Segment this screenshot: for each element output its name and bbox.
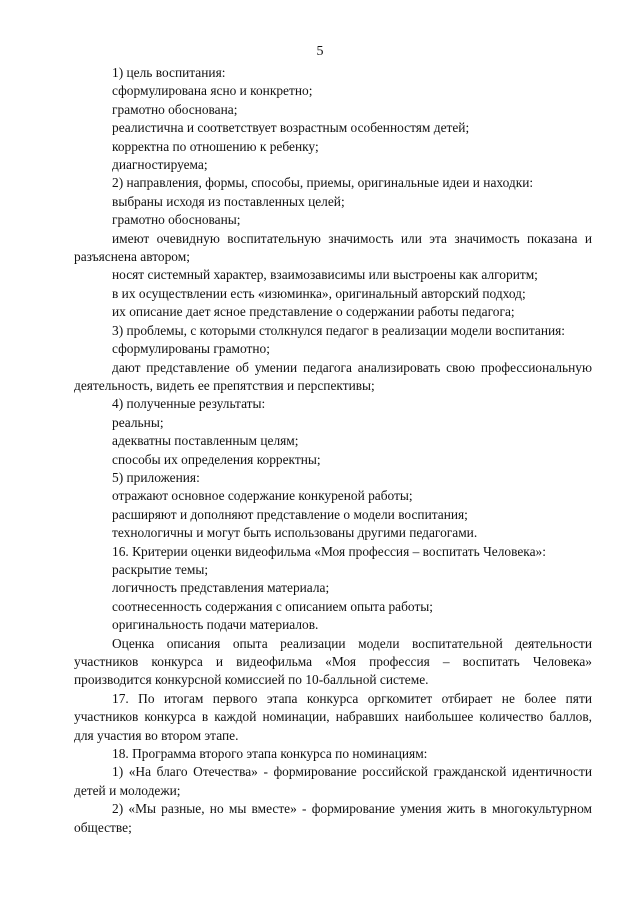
- paragraph: сформулирована ясно и конкретно;: [112, 83, 313, 99]
- paragraph: адекватны поставленным целям;: [112, 433, 299, 449]
- paragraph: грамотно обоснованы;: [112, 212, 241, 228]
- paragraph: их описание дает ясное представление о содержании работы педагога;: [112, 304, 515, 320]
- paragraph: Оценка описания опыта реализации модели воспитательной деятельности участников конкурса и видеофильма «Моя профессия – воспитать Человека» производится конкурсной комиссией по 10-балльной системе.: [74, 635, 592, 688]
- paragraph: реальны;: [112, 414, 164, 430]
- paragraph: 17. По итогам первого этапа конкурса оргкомитет отбирает не более пяти участников конкурса в каждой номинации, набравших наибольшее количество баллов, для участия во втором этапе.: [74, 690, 592, 743]
- paragraph: 2) направления, формы, способы, приемы, оригинальные идеи и находки:: [112, 175, 534, 191]
- paragraph: дают представление об умении педагога анализировать свою профессиональную деятельность, видеть ее препятствия и перспективы;: [74, 359, 592, 393]
- paragraph: оригинальность подачи материалов.: [112, 617, 319, 633]
- document-body: [74, 64, 592, 837]
- paragraph: корректна по отношению к ребенку;: [112, 138, 319, 154]
- paragraph: отражают основное содержание конкуреной работы;: [112, 488, 413, 504]
- paragraph: логичность представления материала;: [112, 580, 330, 596]
- paragraph: 3) проблемы, с которыми столкнулся педагог в реализации модели воспитания:: [112, 322, 566, 338]
- page-number: 5: [316, 44, 324, 59]
- paragraph: имеют очевидную воспитательную значимость или эта значимость показана и разъяснена автором;: [74, 230, 592, 265]
- paragraph: в их осуществлении есть «изюминка», оригинальный авторский подход;: [112, 285, 526, 301]
- paragraph: грамотно обоснована;: [112, 101, 238, 117]
- paragraph: 2) «Мы разные, но мы вместе» - формирование умения жить в многокультурном обществе;: [74, 801, 592, 835]
- paragraph: соотнесенность содержания с описанием опыта работы;: [112, 598, 434, 614]
- paragraph: раскрытие темы;: [112, 561, 209, 577]
- paragraph: 1) цель воспитания:: [112, 65, 226, 80]
- paragraph: 5) приложения:: [112, 469, 200, 485]
- paragraph: диагностируема;: [112, 157, 208, 173]
- paragraph: 4) полученные результаты:: [112, 396, 266, 412]
- paragraph: расширяют и дополняют представление о модели воспитания;: [112, 506, 468, 522]
- paragraph: способы их определения корректны;: [112, 451, 321, 467]
- paragraph: реалистична и соответствует возрастным особенностям детей;: [112, 120, 470, 136]
- paragraph: технологичны и могут быть использованы другими педагогами.: [112, 525, 478, 541]
- paragraph: выбраны исходя из поставленных целей;: [112, 193, 345, 209]
- paragraph: 1) «На благо Отечества» - формирование российской гражданской идентичности детей и молодежи;: [74, 764, 592, 798]
- paragraph: носят системный характер, взаимозависимы или выстроены как алгоритм;: [112, 267, 538, 283]
- paragraph: 16. Критерии оценки видеофильма «Моя профессия – воспитать Человека»:: [112, 543, 546, 559]
- paragraph: сформулированы грамотно;: [112, 341, 270, 357]
- paragraph: 18. Программа второго этапа конкурса по номинациям:: [112, 746, 428, 762]
